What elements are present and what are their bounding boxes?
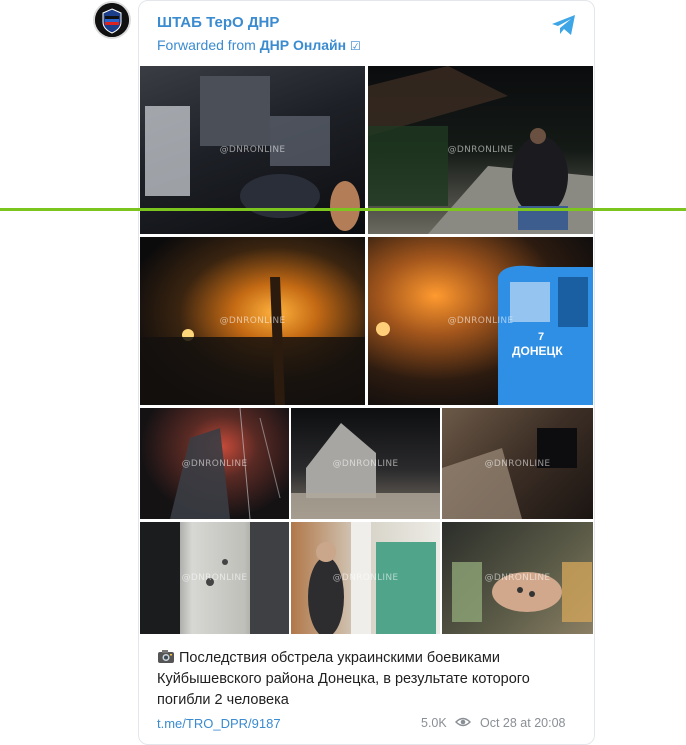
photo-4[interactable] (368, 237, 593, 405)
channel-logo-icon (95, 3, 129, 37)
caption-text: Последствия обстрела украинскими боевиками Куйбышевского района Донецка, в результате которого погибли 2 человека (157, 650, 530, 708)
watermark: @DNRONLINE (484, 458, 551, 469)
photo-7[interactable] (442, 408, 593, 519)
telegram-icon[interactable] (551, 14, 577, 36)
watermark: @DNRONLINE (181, 573, 248, 583)
watermark: @DNRONLINE (447, 316, 514, 326)
truck-number: 7 (538, 331, 545, 343)
photo-9[interactable] (291, 522, 440, 634)
post-caption (157, 648, 577, 711)
watermark: @DNRONLINE (332, 573, 399, 583)
photo-5[interactable] (140, 408, 289, 519)
watermark: @DNRONLINE (447, 145, 514, 155)
watermark: @DNRONLINE (484, 573, 551, 583)
photo-8[interactable] (140, 522, 289, 634)
forwarded-from[interactable] (157, 37, 361, 53)
post-date[interactable]: Oct 28 at 20:08 (480, 716, 566, 730)
channel-name[interactable]: ШТАБ ТерО ДНР (157, 14, 280, 31)
watermark: @DNRONLINE (219, 316, 286, 326)
watermark: @DNRONLINE (181, 458, 248, 469)
verified-badge-icon: ☑ (350, 39, 361, 53)
view-count: 5.0K (421, 716, 447, 730)
forwarded-source[interactable]: ДНР Онлайн (259, 37, 347, 53)
camera-icon (157, 648, 175, 669)
eye-icon (455, 716, 471, 728)
photo-6[interactable] (291, 408, 440, 519)
photo-10[interactable] (442, 522, 593, 634)
forwarded-prefix: Forwarded from (157, 37, 260, 53)
channel-avatar[interactable] (95, 3, 129, 37)
watermark: @DNRONLINE (219, 145, 286, 155)
photo-3[interactable] (140, 237, 365, 405)
post-link[interactable]: t.me/TRO_DPR/9187 (157, 716, 281, 731)
watermark: @DNRONLINE (332, 458, 399, 469)
overlay-line (0, 208, 686, 211)
truck-label: ДОНЕЦК (512, 344, 563, 358)
